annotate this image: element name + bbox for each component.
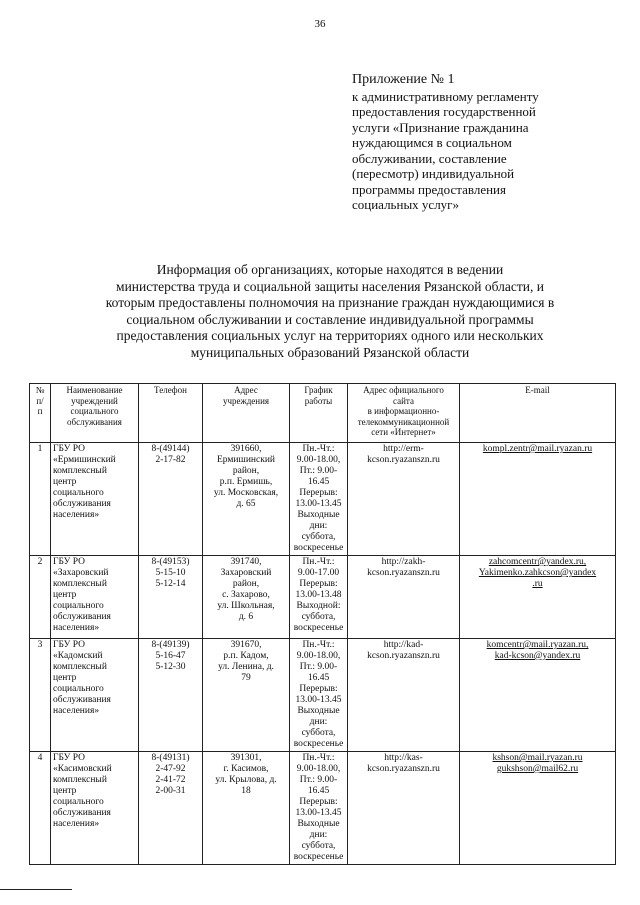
org-address: 391670, р.п. Кадом, ул. Ленина, д. 79 xyxy=(203,639,290,752)
table-row xyxy=(30,639,616,752)
organizations-table xyxy=(29,383,616,865)
org-schedule: Пн.-Чт.: 9.00-18.00, Пт.: 9.00-16.45 Перерыв: 13.00-13.45 Выходные дни: суббота, воскресенье xyxy=(290,752,348,865)
org-email-link[interactable]: Yakimenko.zahkcson@yandex .ru xyxy=(478,568,597,589)
header-phone: Телефон xyxy=(139,384,203,443)
org-email-cell xyxy=(460,556,616,639)
org-phone: 8-(49144) 2-17-82 xyxy=(139,443,203,556)
document-heading: Информация об организациях, которые находятся в ведении министерства труда и социальной защиты населения Рязанской области, и которым предоставлены полномочия на признание граждан нуждающимися в социальном обслуживании и составление индивидуальной программы предоставления социальных услуг на территориях одного или нескольких муниципальных образований Рязанской области xyxy=(105,262,555,360)
org-email-cell xyxy=(460,639,616,752)
header-name: Наименование учреждений социального обслуживания xyxy=(51,384,139,443)
org-name: ГБУ РО «Касимовский комплексный центр социального обслуживания населения» xyxy=(51,752,139,865)
appendix-block xyxy=(352,72,602,213)
org-site-link[interactable]: http://zakh- kcson.ryazanszn.ru xyxy=(348,556,460,639)
header-email: E-mail xyxy=(460,384,616,443)
page-number: 36 xyxy=(314,18,326,30)
org-schedule: Пн.-Чт.: 9.00-17.00 Перерыв: 13.00-13.48 Выходной: суббота, воскресенье xyxy=(290,556,348,639)
org-schedule: Пн.-Чт.: 9.00-18.00, Пт.: 9.00-16.45 Перерыв: 13.00-13.45 Выходные дни: суббота, воскресенье xyxy=(290,443,348,556)
org-email-link[interactable]: kad-kcson@yandex.ru xyxy=(494,651,581,661)
org-email-link[interactable]: kshson@mail.ryazan.ru xyxy=(492,753,583,763)
row-num: 1 xyxy=(30,443,51,556)
org-address: 391660, Ермишинский район, р.п. Ермишь, ул. Московская, д. 65 xyxy=(203,443,290,556)
footnote-divider xyxy=(0,889,72,890)
org-email-link[interactable]: komcentr@mail.ryazan.ru, xyxy=(486,640,589,650)
row-num: 4 xyxy=(30,752,51,865)
appendix-title: Приложение № 1 xyxy=(352,72,455,87)
table-row xyxy=(30,556,616,639)
org-phone: 8-(49131) 2-47-92 2-41-72 2-00-31 xyxy=(139,752,203,865)
header-num: № п/ п xyxy=(30,384,51,443)
org-address: 391740, Захаровский район, с. Захарово, ул. Школьная, д. 6 xyxy=(203,556,290,639)
org-site-link[interactable]: http://erm-kcson.ryazanszn.ru xyxy=(348,443,460,556)
org-email-link[interactable]: gukshson@mail62.ru xyxy=(496,764,579,774)
org-phone: 8-(49153) 5-15-10 5-12-14 xyxy=(139,556,203,639)
org-address: 391301, г. Касимов, ул. Крылова, д. 18 xyxy=(203,752,290,865)
org-name: ГБУ РО «Кадомский комплексный центр социального обслуживания населения» xyxy=(51,639,139,752)
org-email-cell xyxy=(460,752,616,865)
org-email-link[interactable]: zahcomcentr@yandex.ru, xyxy=(488,557,587,567)
org-name: ГБУ РО «Захаровский комплексный центр социального обслуживания населения» xyxy=(51,556,139,639)
org-schedule: Пн.-Чт.: 9.00-18.00, Пт.: 9.00-16.45 Перерыв: 13.00-13.45 Выходные дни: суббота, воскресенье xyxy=(290,639,348,752)
table-row xyxy=(30,752,616,865)
org-name: ГБУ РО «Ермишинский комплексный центр социального обслуживания населения» xyxy=(51,443,139,556)
row-num: 3 xyxy=(30,639,51,752)
org-phone: 8-(49139) 5-16-47 5-12-30 xyxy=(139,639,203,752)
header-schedule: График работы xyxy=(290,384,348,443)
org-site-link[interactable]: http://kad-kcson.ryazanszn.ru xyxy=(348,639,460,752)
org-site-link[interactable]: http://kas-kcson.ryazanszn.ru xyxy=(348,752,460,865)
table-header-row xyxy=(30,384,616,443)
row-num: 2 xyxy=(30,556,51,639)
header-address: Адрес учреждения xyxy=(203,384,290,443)
header-site: Адрес официального сайта в информационно- телекоммуникационной сети «Интернет» xyxy=(348,384,460,443)
org-email-link[interactable]: kompl.zentr@mail.ryazan.ru xyxy=(482,444,593,454)
org-email-cell xyxy=(460,443,616,556)
table-row xyxy=(30,443,616,556)
appendix-text: к административному регламенту предоставления государственной услуги «Признание гражданина нуждающимся в социальном обслуживании, составление (пересмотр) индивидуальной программы предоставления социальных услуг» xyxy=(352,88,539,212)
